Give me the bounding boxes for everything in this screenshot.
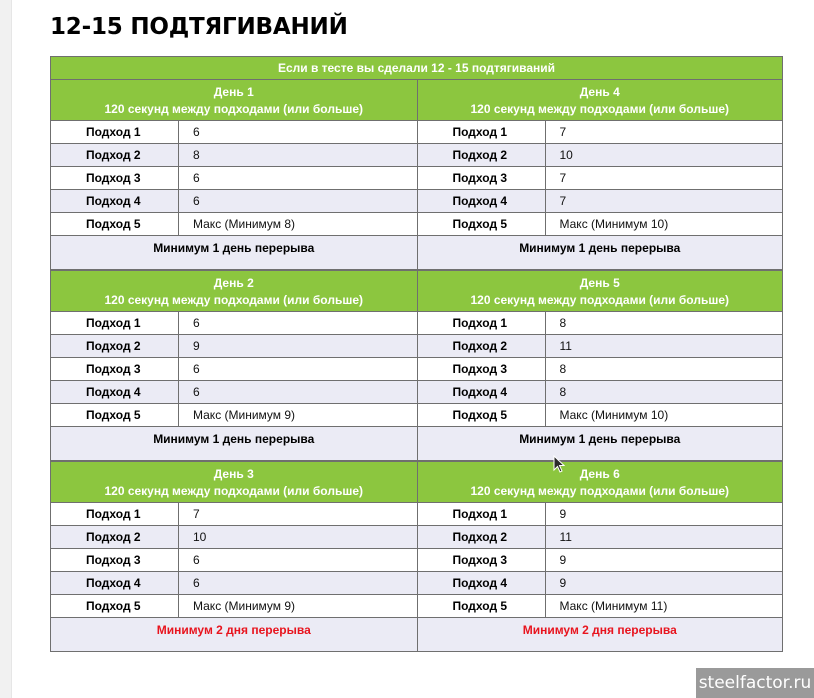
set-label: Подход 3: [418, 358, 546, 380]
set-label: Подход 1: [418, 503, 546, 525]
day-title: День 4: [579, 85, 620, 99]
table-row: [418, 572, 783, 595]
mouse-pointer-icon: [553, 455, 565, 473]
set-value: 6: [193, 125, 200, 139]
set-label: Подход 5: [418, 404, 546, 426]
table-row: [51, 121, 417, 144]
day-block-row: [51, 271, 782, 462]
set-label: Подход 1: [51, 121, 179, 143]
set-value: 6: [193, 362, 200, 376]
set-label: Подход 5: [51, 213, 179, 235]
table-row: [418, 358, 783, 381]
set-label: Подход 3: [51, 358, 179, 380]
table-row: [51, 526, 417, 549]
set-label: Подход 4: [51, 190, 179, 212]
break-note: Минимум 2 дня перерыва: [51, 618, 417, 651]
set-label: Подход 4: [418, 381, 546, 403]
rest-note: 120 секунд между подходами (или больше): [104, 484, 364, 498]
day-header: [418, 80, 783, 121]
set-label: Подход 2: [418, 526, 546, 548]
rest-note: 120 секунд между подходами (или больше): [104, 102, 364, 116]
day-block: [51, 80, 417, 269]
day-block: [51, 271, 417, 460]
table-row: [418, 503, 783, 526]
table-row: [51, 503, 417, 526]
set-value: 7: [559, 194, 567, 208]
day-header: [418, 271, 783, 312]
set-label: Подход 3: [418, 549, 546, 571]
table-row: [51, 335, 417, 358]
set-value: 6: [193, 385, 200, 399]
set-label: Подход 4: [51, 381, 179, 403]
table-row: [418, 312, 783, 335]
set-value: 11: [559, 339, 572, 353]
set-label: Подход 3: [51, 167, 179, 189]
set-value: Макс (Минимум 9): [193, 408, 296, 422]
workout-table: [50, 56, 783, 652]
set-value: 6: [193, 171, 200, 185]
table-row: [418, 213, 783, 236]
set-value: 10: [559, 148, 573, 162]
table-row: [51, 381, 417, 404]
table-row: [418, 526, 783, 549]
set-value: 10: [193, 530, 207, 544]
rest-note: 120 секунд между подходами (или больше): [470, 293, 730, 307]
set-label: Подход 5: [418, 213, 546, 235]
set-value: 8: [559, 385, 567, 399]
table-row: [418, 335, 783, 358]
set-value: 6: [193, 316, 200, 330]
set-label: Подход 2: [418, 144, 546, 166]
day-title: День 1: [213, 85, 254, 99]
set-label: Подход 5: [51, 595, 179, 617]
set-value: Макс (Минимум 11): [559, 599, 668, 613]
day-header: [51, 271, 417, 312]
set-label: Подход 4: [418, 572, 546, 594]
table-row: [418, 167, 783, 190]
set-value: 11: [559, 530, 572, 544]
set-value: 7: [559, 171, 567, 185]
set-label: Подход 2: [51, 335, 179, 357]
rest-note: 120 секунд между подходами (или больше): [470, 102, 730, 116]
day-header: [51, 80, 417, 121]
day-title: День 5: [579, 276, 620, 290]
table-row: [418, 121, 783, 144]
set-label: Подход 3: [418, 167, 546, 189]
break-note: Минимум 1 день перерыва: [418, 236, 783, 269]
set-label: Подход 4: [51, 572, 179, 594]
break-note: Минимум 1 день перерыва: [51, 236, 417, 269]
set-value: 8: [193, 148, 200, 162]
set-label: Подход 2: [51, 144, 179, 166]
table-row: [418, 381, 783, 404]
set-label: Подход 1: [418, 312, 546, 334]
table-row: [51, 167, 417, 190]
table-row: [418, 190, 783, 213]
left-page-strip: [0, 0, 12, 698]
day-block-row: [51, 462, 782, 651]
set-value: 8: [559, 316, 567, 330]
set-label: Подход 1: [418, 121, 546, 143]
table-row: [51, 572, 417, 595]
watermark: steelfactor.ru: [696, 668, 814, 698]
set-label: Подход 5: [51, 404, 179, 426]
table-row: [51, 549, 417, 572]
set-value: Макс (Минимум 10): [559, 217, 669, 231]
day-block: [417, 462, 783, 651]
set-label: Подход 1: [51, 503, 179, 525]
table-row: [418, 404, 783, 427]
set-value: Макс (Минимум 8): [193, 217, 296, 231]
day-block-row: [51, 80, 782, 271]
set-label: Подход 5: [418, 595, 546, 617]
table-row: [51, 190, 417, 213]
set-value: 7: [193, 507, 200, 521]
day-header: [418, 462, 783, 503]
table-row: [51, 595, 417, 618]
set-value: 9: [559, 507, 567, 521]
day-block: [417, 271, 783, 460]
day-title: День 2: [213, 276, 254, 290]
break-note: Минимум 2 дня перерыва: [418, 618, 783, 651]
set-label: Подход 2: [51, 526, 179, 548]
table-row: [51, 213, 417, 236]
table-row: [51, 144, 417, 167]
day-header: [51, 462, 417, 503]
set-value: 9: [559, 553, 567, 567]
set-value: 6: [193, 194, 200, 208]
rest-note: 120 секунд между подходами (или больше): [104, 293, 364, 307]
set-value: 8: [559, 362, 567, 376]
table-row: [418, 144, 783, 167]
set-label: Подход 1: [51, 312, 179, 334]
set-value: 7: [559, 125, 567, 139]
day-block: [51, 462, 417, 651]
set-value: 9: [193, 339, 200, 353]
break-note: Минимум 1 день перерыва: [51, 427, 417, 460]
table-row: [51, 312, 417, 335]
set-label: Подход 3: [51, 549, 179, 571]
set-value: Макс (Минимум 10): [559, 408, 669, 422]
table-row: [418, 549, 783, 572]
day-block: [417, 80, 783, 269]
rest-note: 120 секунд между подходами (или больше): [470, 484, 730, 498]
set-value: Макс (Минимум 9): [193, 599, 296, 613]
table-row: [51, 404, 417, 427]
page-title: 12-15 ПОДТЯГИВАНИЙ: [50, 14, 348, 40]
set-label: Подход 2: [418, 335, 546, 357]
set-value: 6: [193, 553, 200, 567]
table-row: [418, 595, 783, 618]
day-title: День 3: [213, 467, 254, 481]
break-note: Минимум 1 день перерыва: [418, 427, 783, 460]
set-value: 6: [193, 576, 200, 590]
set-value: 9: [559, 576, 567, 590]
table-row: [51, 358, 417, 381]
set-label: Подход 4: [418, 190, 546, 212]
table-main-header: Если в тесте вы сделали 12 - 15 подтягиваний: [51, 57, 782, 80]
day-title: День 6: [579, 467, 620, 481]
